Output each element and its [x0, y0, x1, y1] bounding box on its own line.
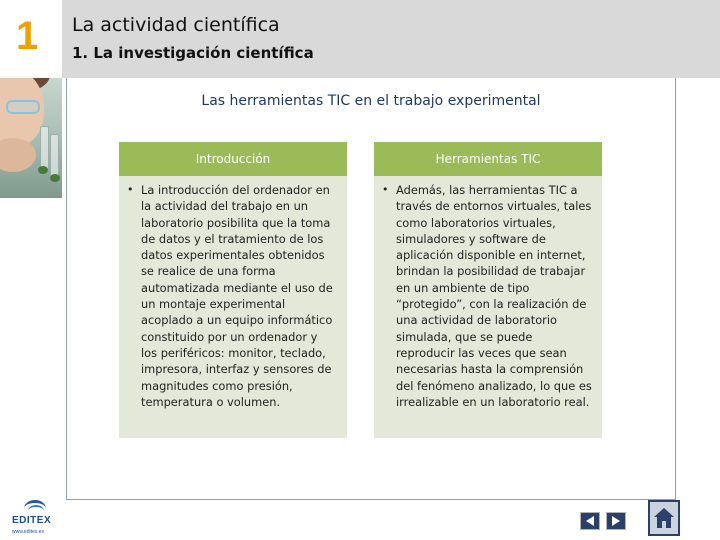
arrow-right-icon [607, 513, 625, 529]
editex-logo [10, 500, 56, 540]
column-body [119, 176, 347, 410]
home-button[interactable] [648, 500, 680, 536]
column-text: Además, las herramientas TIC a través de entornos virtuales, tales como laboratorios virtuales, simuladores y software de aplicación disponible en internet, brindan la posibilidad de trabajar en un ambiente de tipo “protegido”, con la realización de una actividad de laboratorio simulada, que se puede reproducir las veces que sean necesarias hasta la comprensión del fenómeno analizado, lo que es irrealizable en un laboratorio real. [396, 183, 592, 409]
bullet: • [127, 183, 134, 196]
header-bar [0, 0, 720, 78]
column-header: Herramientas TIC [374, 142, 602, 176]
page-subtitle: 1. La investigación científica [72, 44, 314, 62]
next-button[interactable] [606, 512, 626, 530]
home-icon [650, 502, 678, 534]
section-heading: Las herramientas TIC en el trabajo experimental [201, 93, 541, 109]
column-header: Introducción [119, 142, 347, 176]
previous-button[interactable] [580, 512, 600, 530]
column-body [374, 176, 602, 410]
chapter-number: 1 [16, 14, 39, 58]
chapter-number-box [0, 0, 62, 78]
column-herramientas-tic [374, 142, 602, 438]
logo-name: EDITEX [12, 515, 52, 526]
column-introduccion [119, 142, 347, 438]
scientist-photo [0, 78, 62, 198]
page-title: La actividad científica [72, 14, 280, 36]
arrow-left-icon [581, 513, 599, 529]
bullet: • [382, 183, 389, 196]
logo-url: www.editex.es [12, 529, 44, 535]
column-text: La introducción del ordenador en la actividad del trabajo en un laboratorio posibilita que la toma de datos y el tratamiento de los datos experimentales obtenidos se realice de una forma automatizada mediante el uso de un montaje experimental acoplado a un equipo informático constituido por un ordenador y los periféricos: monitor, teclado, impresora, interfaz y sensores de magnitudes como presión, temperatura o volumen. [141, 183, 333, 409]
